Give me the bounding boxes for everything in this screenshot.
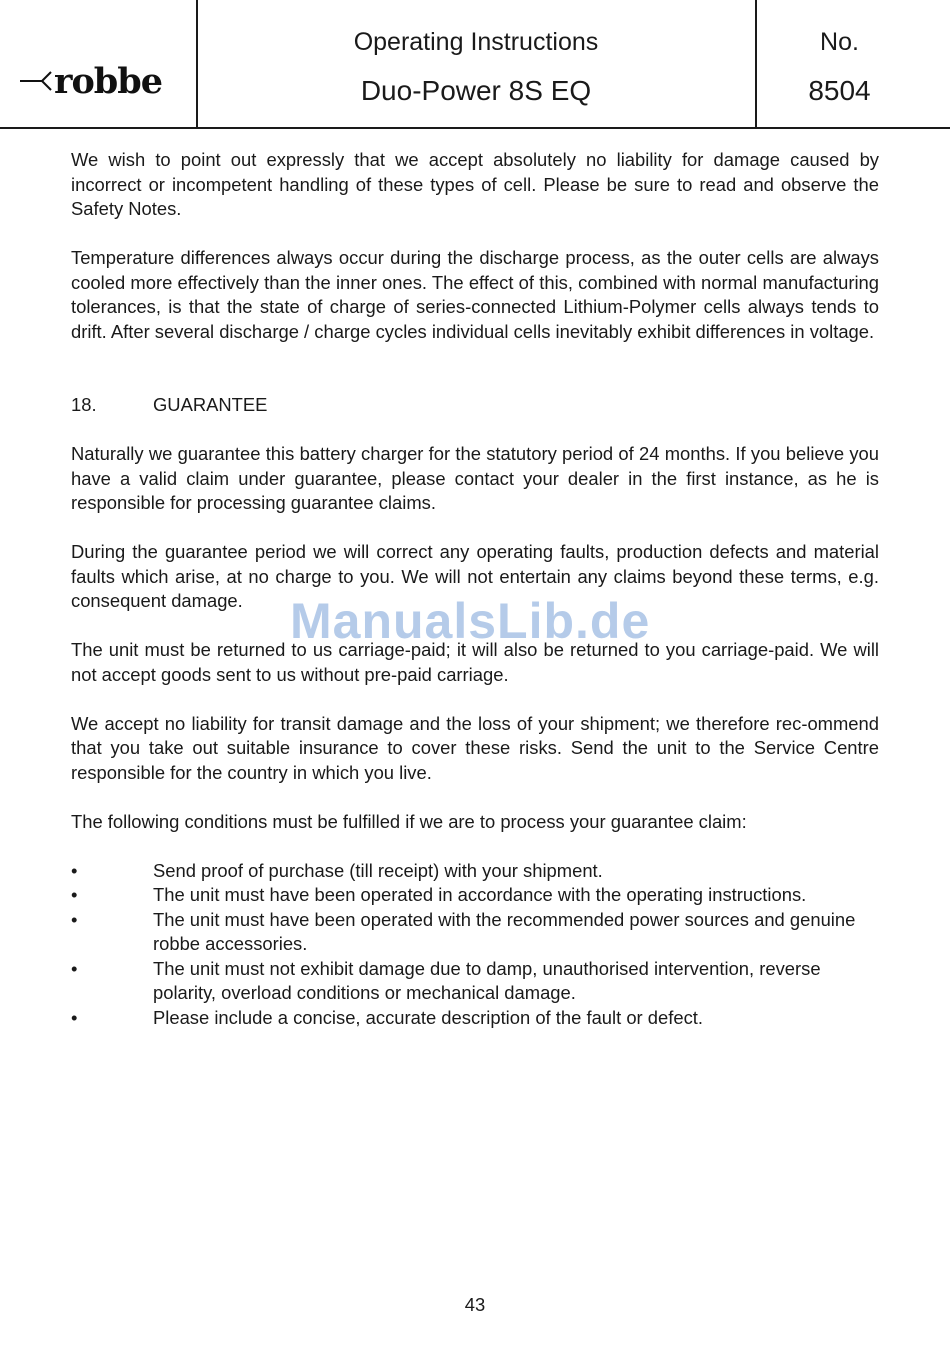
bullet-icon: • bbox=[71, 884, 78, 905]
document-type: Operating Instructions bbox=[353, 28, 599, 56]
section-heading bbox=[71, 393, 879, 418]
list-item bbox=[71, 1006, 879, 1031]
list-item-text: Send proof of purchase (till receipt) with your shipment. bbox=[153, 859, 603, 881]
paragraph: We accept no liability for transit damage and the loss of your shipment; we therefore rec-ommend that you take out suitable insurance to cover these risks. Send the unit to the Service Centre responsible for the country in which you live. bbox=[71, 712, 879, 783]
list-item-text: The unit must have been operated with the recommended power sources and genuine robbe accessories. bbox=[153, 908, 856, 954]
page-number: 43 bbox=[464, 1294, 486, 1315]
paragraph: Temperature differences always occur during the discharge process, as the outer cells are always cooled more effectively than the inner ones. The effect of this, combined with normal manufacturing tolerances, is that the state of charge of series-connected Lithium-Polymer cells always tends to drift. After several discharge / charge cycles individual cells inevitably exhibit differences in voltage. bbox=[71, 247, 879, 342]
list-item-text: The unit must not exhibit damage due to damp, unauthorised intervention, reverse polarity, overload conditions or mechanical damage. bbox=[153, 957, 821, 1003]
robbe-logo-icon bbox=[18, 70, 54, 92]
paragraph: We wish to point out expressly that we accept absolutely no liability for damage caused by incorrect or incompetent handling of these types of cell. Please be sure to read and observe the Safety Notes. bbox=[71, 149, 879, 219]
list-item-text: The unit must have been operated in accordance with the operating instructions. bbox=[153, 884, 807, 905]
bullet-icon: • bbox=[71, 1006, 78, 1028]
paragraph: The unit must be returned to us carriage-paid; it will also be returned to you carriage-paid. We will not accept goods sent to us without pre-paid carriage. bbox=[71, 639, 879, 685]
paragraph: Naturally we guarantee this battery charger for the statutory period of 24 months. If you believe you have a valid claim under guarantee, please contact your dealer in the first instance, as he is responsible for processing guarantee claims. bbox=[71, 443, 879, 513]
paragraph: During the guarantee period we will correct any operating faults, production defects and material faults which arise, at no charge to you. We will not entertain any claims beyond these terms, e.g. consequent damage. bbox=[71, 541, 879, 611]
product-number: 8504 bbox=[808, 75, 871, 106]
bullet-icon: • bbox=[71, 957, 78, 979]
list-item bbox=[71, 883, 879, 908]
product-name: Duo-Power 8S EQ bbox=[360, 75, 592, 106]
number-label: No. bbox=[820, 28, 859, 56]
document-header bbox=[0, 0, 950, 129]
bullet-icon: • bbox=[71, 859, 78, 881]
conditions-list bbox=[71, 859, 879, 1031]
list-item bbox=[71, 908, 879, 957]
section-number: 18. bbox=[71, 394, 97, 415]
list-item bbox=[71, 859, 879, 884]
header-number-cell bbox=[757, 0, 922, 127]
list-item bbox=[71, 957, 879, 1006]
page-body bbox=[71, 148, 879, 1030]
header-title-cell bbox=[198, 0, 754, 127]
section-title: GUARANTEE bbox=[153, 394, 268, 415]
logo-text: robbe bbox=[54, 61, 162, 102]
brand-logo bbox=[0, 0, 196, 127]
bullet-icon: • bbox=[71, 908, 78, 930]
list-item-text: Please include a concise, accurate description of the fault or defect. bbox=[153, 1006, 703, 1028]
watermark: ManualsLib.de bbox=[290, 593, 651, 649]
paragraph: The following conditions must be fulfilled if we are to process your guarantee claim: bbox=[71, 810, 747, 832]
